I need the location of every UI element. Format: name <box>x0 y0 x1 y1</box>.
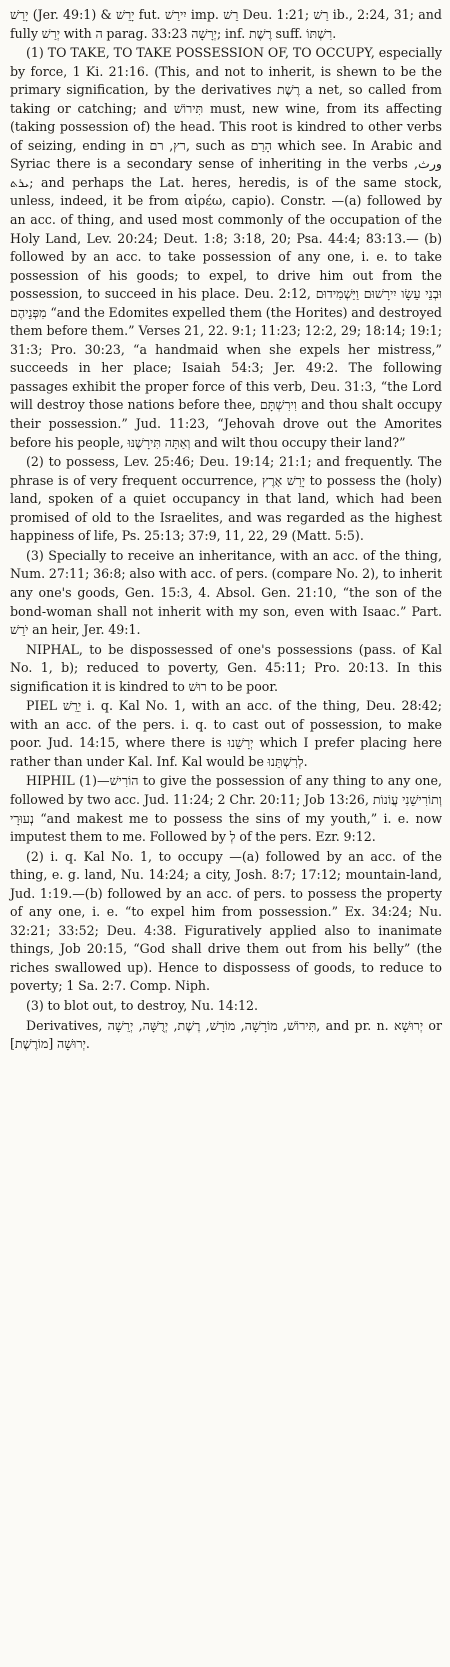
entry-headword-forms: יָרַשׁ (Jer. 49:1) & יָרֵשׁ fut. יִירַשׁ imp. רֵשׁ Deu. 1:21; רַשׁ ib., 2:24, 31; and fully יְרַשׁ with ה parag. יְרָשָׁה 33:23; inf. רֶשֶׁת suff. רִשְׁתּוֹ. <box>10 7 442 41</box>
lexicon-entry-yarash <box>10 6 442 1054</box>
entry-sense-kal-1: (1) TO TAKE, TO TAKE POSSESSION OF, TO OCCUPY, especially by force, 1 Ki. 21:16. (This, and not to inherit, is shewn to be the primary signification, by the derivatives רֶשֶׁת a net, so called from taking or catching; and תִּירוֹשׁ must, new wine, from its affecting (taking possession of) the head. This root is kindred to other verbs of seizing, ending in רץ, רם, such as הָרַם which see. In Arabic and Syriac there is a secondary sense of inheriting in the verbs ورث, ܝܪܬ; and perhaps the Lat. heres, heredis, is of the same stock, unless, indeed, it be from αἱρέω, capio). Constr. —(a) followed by an acc. of thing, and used most commonly of the occupation of the Holy Land, Lev. 20:24; Deut. 1:8; 3:18, 20; Psa. 44:4; 83:13.— (b) followed by an acc. to take possession of any one, i. e. to take possession of his goods; to expel, to drive him out from the possession, to succeed in his place. Deu. 2:12, וּבְנֵי עֵשָׂו יִירָשׁוּם וַיַּשְׁמִידוּם מִפְּנֵיהֶם “and the Edomites expelled them (the Horites) and destroyed them before them.” Verses 21, 22. 9:1; 11:23; 12:2, 29; 18:14; 19:1; 31:3; Pro. 30:23, “a handmaid when she expels her mistress,” succeeds in her place; Isaiah 54:3; Jer. 49:2. The following passages exhibit the proper force of this verb, Deu. 31:3, “the Lord will destroy those nations before thee, וִירִשְׁתָּם and thou shalt occupy their possession.” Jud. 11:23, “Jehovah drove out the Amorites before his people, וְאַתָּה תִּירָשֶׁנּוּ and wilt thou occupy their land?” <box>10 45 443 450</box>
entry-niphal: NIPHAL, to be dispossessed of one's possessions (pass. of Kal No. 1, b); reduced to poverty, Gen. 45:11; Pro. 20:13. In this signification it is kindred to רוּשׁ to be poor. <box>10 641 442 694</box>
entry-piel: PIEL יֵרֵשׁ i. q. Kal No. 1, with an acc. of the thing, Deu. 28:42; with an acc. of the pers. i. q. to cast out of possession, to make poor. Jud. 14:15, where there is יְרָשֵׁנוּ which I prefer placing here rather than under Kal. Inf. Kal would be לְרִשְׁתֵּנוּ. <box>10 698 442 769</box>
entry-sense-kal-2: (2) to possess, Lev. 25:46; Deu. 19:14; 21:1; and frequently. The phrase is of very frequent occurrence, יָרַשׁ אָרֶץ to possess the (holy) land, spoken of a quiet occupancy in that land, which had been promised of old to the Israelites, and was regarded as the highest happiness of life, Ps. 25:13; 37:9, 11, 22, 29 (Matt. 5:5). <box>10 454 442 544</box>
entry-hiphil-2: (2) i. q. Kal No. 1, to occupy —(a) followed by an acc. of the thing, e. g. land, Nu. 14:24; a city, Josh. 8:7; 17:12; mountain-land, Jud. 1:19.—(b) followed by an acc. of pers. to possess the property of any one, i. e. “to expel him from possession.” Ex. 34:24; Nu. 32:21; 33:52; Deu. 4:38. Figuratively applied also to inanimate things, Job 20:15, “God shall drive them out from his belly” (the riches swallowed up). Hence to dispossess of goods, to reduce to poverty; 1 Sa. 2:7. Comp. Niph. <box>10 848 442 994</box>
entry-hiphil-1: HIPHIL הוֹרִישׁ—(1) to give the possession of any thing to any one, followed by two acc. Jud. 11:24; 2 Chr. 20:11; Job 13:26, וְתוֹרִישֵׁנִי עֲוֹנוֹת נְעוּרָי “and makest me to possess the sins of my youth,” i. e. now imputest them to me. Followed by לְ of the pers. Ezr. 9:12. <box>10 773 443 845</box>
entry-sense-kal-3: (3) Specially to receive an inheritance, with an acc. of the thing, Num. 27:11; 36:8; also with acc. of pers. (compare No. 2), to inherit any one's goods, Gen. 15:3, 4. Absol. Gen. 21:10, “the son of the bond-woman shall not inherit with my son, even with Isaac.” Part. יֹרֵשׁ an heir, Jer. 49:1. <box>10 547 442 638</box>
entry-derivatives: Derivatives, תִּירוֹשׁ, מוֹרָשָׁה, מוֹרָשׁ, רֶשֶׁת, יְרֻשָּׁה, יְרֵשָׁה, and pr. n. יְרוּשָׁא or יְרוּשָׁה [מוֹרֶשֶׁת]. <box>10 1017 443 1052</box>
entry-hiphil-3: (3) to blot out, to destroy, Nu. 14:12. <box>26 997 259 1013</box>
